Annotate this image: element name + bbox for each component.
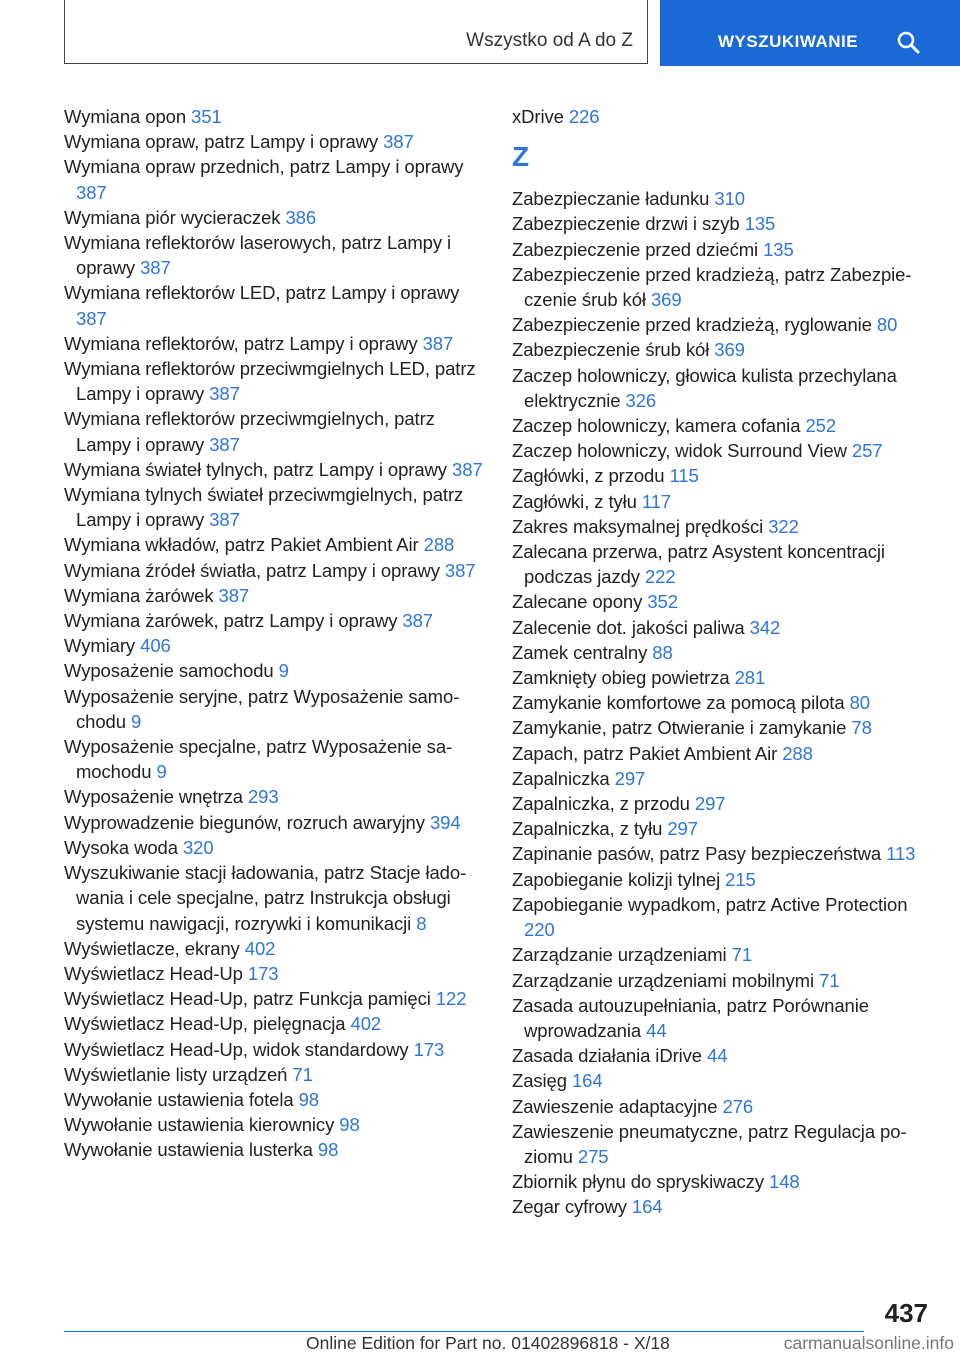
index-entry <box>512 993 932 1043</box>
index-entry <box>512 1068 932 1093</box>
index-term: Wymiana reflektorów laserowych, patrz Lampy i oprawy <box>64 232 452 279</box>
index-entry <box>512 463 932 488</box>
page-link[interactable]: 135 <box>744 213 776 235</box>
index-term: Wymiana reflektorów LED, patrz Lampy i oprawy <box>64 282 460 304</box>
index-term: Zamykanie, patrz Otwieranie i zamykanie <box>512 717 847 739</box>
footer-edition: Online Edition for Part no. 01402896818 - X/18 <box>306 1333 670 1353</box>
index-term: Wyposażenie specjalne, patrz Wyposażenie samochodu <box>64 736 453 783</box>
index-term: Wywołanie ustawienia kierownicy <box>64 1114 335 1136</box>
index-entry <box>512 816 932 841</box>
index-entry <box>64 104 484 129</box>
index-term: Wymiana tylnych świateł przeciwmgielnych, patrz Lampy i oprawy <box>64 484 464 531</box>
index-entry <box>512 665 932 690</box>
index-entry <box>64 482 484 532</box>
page-link[interactable]: 78 <box>851 717 872 739</box>
index-term: Wyposażenie seryjne, patrz Wyposażenie samochodu <box>64 685 460 732</box>
index-term: Zawieszenie pneumatyczne, patrz Regulacja poziomu <box>512 1120 907 1167</box>
index-term: Zamykanie komfortowe za pomocą pilota <box>512 692 845 714</box>
page-link[interactable]: 252 <box>805 415 837 437</box>
index-column-right <box>512 104 932 1220</box>
index-entry <box>64 961 484 986</box>
index-term: Wymiana źródeł światła, patrz Lampy i oprawy <box>64 559 440 581</box>
page-link[interactable]: 322 <box>768 515 799 537</box>
index-entry <box>64 860 484 936</box>
page-link[interactable]: 276 <box>722 1095 754 1117</box>
index-term: Zasada autouzupełniania, patrz Porównanie wprowadzania <box>512 994 869 1041</box>
index-entry <box>512 968 932 993</box>
page-number: 437 <box>884 1298 928 1328</box>
index-entry <box>64 331 484 356</box>
index-term: Zamknięty obieg powietrza <box>512 667 730 689</box>
search-icon <box>896 30 920 54</box>
index-term: Wysoka woda <box>64 836 178 858</box>
index-term: Wywołanie ustawienia lusterka <box>64 1139 313 1161</box>
index-term: Wymiana żarówek <box>64 584 214 606</box>
index-column-left <box>64 104 484 1163</box>
page-link[interactable]: 80 <box>876 314 898 336</box>
index-term: Zabezpieczenie przed kradzieżą, patrz Zabezpieczenie śrub kół <box>512 263 912 311</box>
index-entry <box>64 1137 484 1162</box>
page-link[interactable]: 113 <box>886 843 916 865</box>
page-link[interactable]: 387 <box>422 332 454 354</box>
index-entry <box>512 363 932 413</box>
page-link[interactable]: 173 <box>247 962 279 984</box>
index-entry <box>64 1011 484 1036</box>
page-link[interactable]: 117 <box>641 490 672 512</box>
section-letter: Z <box>512 141 530 173</box>
index-entry <box>64 1037 484 1062</box>
index-entry <box>64 583 484 608</box>
page-link[interactable]: 326 <box>625 389 657 411</box>
page-link[interactable]: 387 <box>76 307 107 329</box>
page-link[interactable]: 215 <box>725 868 756 890</box>
index-term: Wymiana opon <box>64 106 187 127</box>
index-entry <box>64 129 484 154</box>
page-link[interactable]: 88 <box>652 641 673 663</box>
index-entry <box>512 413 932 438</box>
index-term: Zabezpieczenie przed dziećmi <box>512 238 759 260</box>
index-entry <box>64 784 484 809</box>
page-link[interactable]: 71 <box>731 944 753 966</box>
tab-all-a-to-z-label: Wszystko od A do Z <box>466 30 633 51</box>
index-term: Zagłówki, z tyłu <box>512 490 637 512</box>
tab-search[interactable] <box>660 0 960 66</box>
page-link[interactable]: 220 <box>524 919 555 941</box>
page-link[interactable]: 44 <box>646 1019 667 1041</box>
index-entry <box>512 1169 932 1194</box>
index-term: Wymiana wkładów, patrz Pakiet Ambient Air <box>64 534 419 556</box>
page-link[interactable]: 288 <box>782 742 813 764</box>
index-term: Wymiana opraw przednich, patrz Lampy i oprawy <box>64 156 464 178</box>
page-link[interactable]: 351 <box>191 106 222 127</box>
page-link[interactable]: 387 <box>383 131 414 153</box>
page-link[interactable]: 320 <box>182 836 214 858</box>
index-term: Zakres maksymalnej prędkości <box>512 515 764 537</box>
page-link[interactable]: 9 <box>156 761 167 783</box>
index-term: Zalecane opony <box>512 591 643 613</box>
index-entry <box>64 684 484 734</box>
index-term: Zabezpieczenie przed kradzieżą, ryglowanie <box>512 314 872 336</box>
index-entry <box>64 658 484 683</box>
index-entry <box>64 154 484 204</box>
page-link[interactable]: 275 <box>577 1145 609 1167</box>
page-link[interactable]: 293 <box>247 786 279 808</box>
index-entry <box>512 791 932 816</box>
index-term: Zegar cyfrowy <box>512 1196 627 1218</box>
index-entry <box>64 633 484 658</box>
page-link[interactable]: 369 <box>650 289 682 311</box>
page-link[interactable]: 387 <box>209 383 240 405</box>
index-term: Zaczep holowniczy, głowica kulista przechylana elektrycznie <box>512 364 897 411</box>
page-link[interactable]: 406 <box>140 635 171 657</box>
page-link[interactable]: 164 <box>631 1196 663 1218</box>
index-term: Wymiana reflektorów przeciwmgielnych LED, patrz Lampy i oprawy <box>64 358 476 405</box>
page-link[interactable]: 122 <box>435 988 467 1010</box>
page-link[interactable]: 387 <box>209 433 240 455</box>
index-term: Zawieszenie adaptacyjne <box>512 1095 718 1117</box>
page-link[interactable]: 9 <box>130 710 142 732</box>
page-link[interactable]: 297 <box>614 767 646 789</box>
index-entry <box>512 640 932 665</box>
index-entry <box>512 539 932 589</box>
index-term: Zapinanie pasów, patrz Pasy bezpieczeństwa <box>512 843 882 865</box>
index-entry <box>512 186 932 211</box>
index-term: Zapalniczka, z przodu <box>512 793 690 815</box>
page-link[interactable]: 387 <box>402 610 433 632</box>
index-entry <box>512 589 932 614</box>
page-link[interactable]: 71 <box>819 969 840 991</box>
page-link[interactable]: 387 <box>444 559 476 581</box>
index-term: Wymiana piór wycieraczek <box>64 206 281 228</box>
page-link[interactable]: 226 <box>568 106 600 127</box>
index-entry <box>512 741 932 766</box>
index-entry <box>64 406 484 456</box>
page-link[interactable]: 288 <box>423 534 455 556</box>
page-link[interactable]: 44 <box>707 1045 728 1067</box>
index-term: Wyposażenie wnętrza <box>64 786 243 808</box>
page-link[interactable]: 173 <box>413 1038 445 1060</box>
index-entry <box>64 356 484 406</box>
page-link[interactable]: 164 <box>571 1070 603 1092</box>
index-entry <box>512 715 932 740</box>
index-entry <box>512 1119 932 1169</box>
index-entry <box>512 489 932 514</box>
index-entry <box>512 237 932 262</box>
page-link[interactable]: 387 <box>452 458 483 480</box>
footer-divider <box>64 1331 864 1332</box>
index-entry <box>512 1094 932 1119</box>
index-term: Zabezpieczanie ładunku <box>512 188 710 210</box>
index-term: Zalecana przerwa, patrz Asystent koncentracji podczas jazdy <box>512 541 885 588</box>
index-term: Wyświetlacze, ekrany <box>64 937 240 959</box>
index-term: Zapalniczka, z tyłu <box>512 818 663 840</box>
index-term: Wyświetlacz Head-Up, patrz Funkcja pamięci <box>64 988 431 1010</box>
index-entry <box>512 690 932 715</box>
index-term: Wyposażenie samochodu <box>64 660 274 682</box>
index-entry <box>512 438 932 463</box>
page-link[interactable]: 135 <box>763 238 794 260</box>
page-link[interactable]: 386 <box>285 206 317 228</box>
index-term: Wymiary <box>64 635 136 657</box>
index-term: Zaczep holowniczy, widok Surround View <box>512 440 847 462</box>
index-entry <box>64 1087 484 1112</box>
index-entry <box>512 942 932 967</box>
index-term: Zapobieganie kolizji tylnej <box>512 868 721 890</box>
index-term: Wymiana reflektorów, patrz Lampy i oprawy <box>64 332 418 354</box>
page-link[interactable]: 222 <box>644 566 676 588</box>
index-entry <box>64 532 484 557</box>
index-entry <box>64 608 484 633</box>
tab-search-label: WYSZUKIWANIE <box>718 32 859 51</box>
page-link[interactable]: 148 <box>769 1171 800 1193</box>
index-term: Wymiana opraw, patrz Lampy i oprawy <box>64 131 379 153</box>
page-link[interactable]: 281 <box>734 667 766 689</box>
index-entry <box>64 230 484 280</box>
index-entry <box>512 766 932 791</box>
index-term: Zaczep holowniczy, kamera cofania <box>512 415 801 437</box>
index-term: Wymiana świateł tylnych, patrz Lampy i oprawy <box>64 458 447 480</box>
page-link[interactable]: 369 <box>714 339 745 361</box>
page-link[interactable]: 387 <box>209 509 240 531</box>
index-term: Zapalniczka <box>512 767 610 789</box>
page-link[interactable]: 98 <box>317 1139 339 1161</box>
index-term: Wyświetlacz Head-Up, widok standardowy <box>64 1038 409 1060</box>
index-entry <box>64 1062 484 1087</box>
watermark: carmanualsonline.info <box>783 1333 954 1353</box>
index-entry <box>512 892 932 942</box>
index-entry <box>512 262 932 312</box>
page-link[interactable]: 80 <box>849 692 870 714</box>
page-link[interactable]: 8 <box>416 912 427 934</box>
index-term: Wyświetlacz Head-Up, pielęgnacja <box>64 1013 346 1035</box>
page-link[interactable]: 352 <box>647 591 678 613</box>
page-link[interactable]: 387 <box>140 257 171 279</box>
index-term: Zarządzanie urządzeniami mobilnymi <box>512 969 814 991</box>
index-term: Zagłówki, z przodu <box>512 465 665 487</box>
index-term: Zapach, patrz Pakiet Ambient Air <box>512 742 778 764</box>
index-term: Wymiana żarówek, patrz Lampy i oprawy <box>64 610 398 632</box>
index-entry <box>64 835 484 860</box>
page-link[interactable]: 402 <box>244 937 276 959</box>
page-link[interactable]: 387 <box>76 181 107 203</box>
page-link[interactable]: 297 <box>694 793 726 815</box>
index-term: Zbiornik płynu do spryskiwaczy <box>512 1171 764 1193</box>
index-term: Zapobieganie wypadkom, patrz Active Protection <box>512 893 908 915</box>
index-term: Wyszukiwanie stacji ładowania, patrz Stacje ładowania i cele specjalne, patrz Instrukcja obsługi systemu nawigacji, rozrywki i komunikacji <box>64 862 467 934</box>
index-entry <box>64 1112 484 1137</box>
page-link[interactable]: 257 <box>851 440 883 462</box>
page-link[interactable]: 387 <box>218 584 250 606</box>
page-link[interactable]: 115 <box>669 465 699 487</box>
page-link[interactable]: 9 <box>278 660 289 682</box>
index-entry <box>512 514 932 539</box>
index-entry <box>64 280 484 330</box>
index-entry <box>512 867 932 892</box>
index-term: Zabezpieczenie drzwi i szyb <box>512 213 740 235</box>
index-term: Zasięg <box>512 1070 567 1092</box>
page-link[interactable]: 342 <box>749 616 781 638</box>
index-entry <box>512 615 932 640</box>
index-entry <box>512 841 932 866</box>
index-term: Zarządzanie urządzeniami <box>512 944 727 966</box>
index-entry <box>512 337 932 362</box>
page-link[interactable]: 310 <box>714 188 745 210</box>
index-entry <box>64 734 484 784</box>
index-entry <box>512 211 932 236</box>
index-term: Wyprowadzenie biegunów, rozruch awaryjny <box>64 811 425 833</box>
index-list-z <box>512 186 932 1219</box>
page-link[interactable]: 98 <box>298 1088 319 1110</box>
index-term: Zasada działania iDrive <box>512 1045 702 1067</box>
index-term: Wymiana reflektorów przeciwmgielnych, patrz Lampy i oprawy <box>64 408 435 455</box>
index-term: Wywołanie ustawienia fotela <box>64 1088 294 1110</box>
page-link[interactable]: 402 <box>350 1013 382 1035</box>
index-term: Zalecenie dot. jakości paliwa <box>512 616 745 638</box>
index-entry <box>64 810 484 835</box>
index-entry <box>64 986 484 1011</box>
index-entry <box>64 205 484 230</box>
index-term: Wyświetlacz Head-Up <box>64 962 243 984</box>
index-entry <box>512 1194 932 1219</box>
index-entry <box>64 558 484 583</box>
index-term: xDrive <box>512 106 564 127</box>
tab-all-a-to-z[interactable] <box>64 0 648 64</box>
index-entry <box>64 936 484 961</box>
page-link[interactable]: 98 <box>339 1114 360 1136</box>
index-term: Wyświetlanie listy urządzeń <box>64 1063 288 1085</box>
index-term: Zamek centralny <box>512 641 648 663</box>
index-entry <box>512 1043 932 1068</box>
index-entry <box>64 457 484 482</box>
page-link[interactable]: 71 <box>292 1063 313 1085</box>
index-term: Zabezpieczenie śrub kół <box>512 339 710 361</box>
index-entry <box>512 312 932 337</box>
page-link[interactable]: 394 <box>429 811 461 833</box>
index-entry <box>512 104 932 129</box>
page-link[interactable]: 297 <box>667 818 698 840</box>
